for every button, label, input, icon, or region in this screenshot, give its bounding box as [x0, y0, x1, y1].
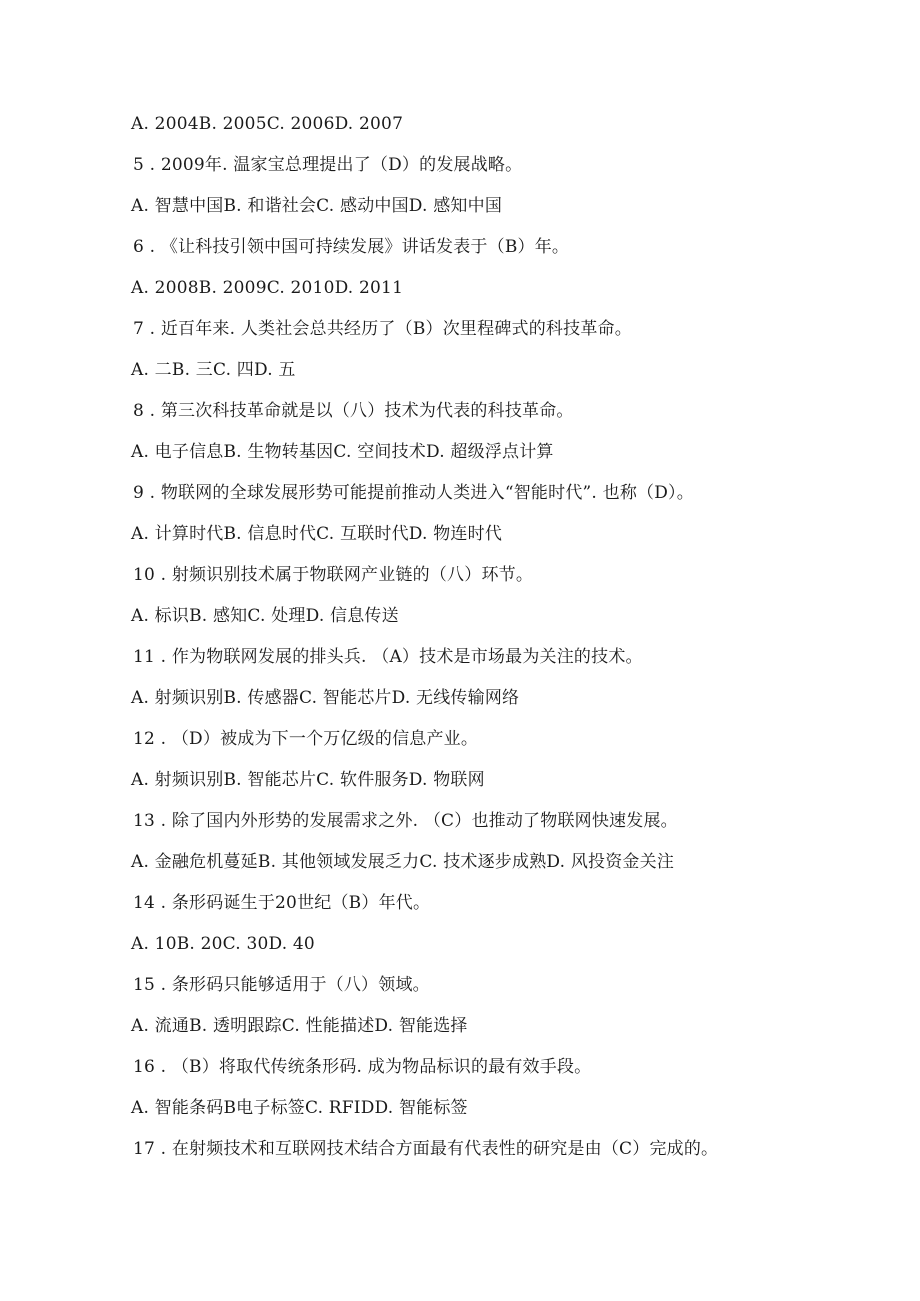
- question-line: 15 . 条形码只能够适用于（八）领域。: [133, 975, 430, 995]
- question-line: 5 . 2009年. 温家宝总理提出了（D）的发展战略。: [133, 155, 523, 175]
- question-line: 14 . 条形码诞生于20世纪（B）年代。: [133, 893, 431, 913]
- options-line: A. 2004B. 2005C. 2006D. 2007: [131, 114, 404, 134]
- question-line: 6 . 《让科技引领中国可持续发展》讲话发表于（B）年。: [133, 237, 570, 257]
- options-line: A. 10B. 20C. 30D. 40: [131, 934, 315, 954]
- options-line: A. 智慧中国B. 和谐社会C. 感动中国D. 感知中国: [131, 196, 503, 216]
- question-list: [131, 111, 831, 1177]
- question-line: 16 . （B）将取代传统条形码. 成为物品标识的最有效手段。: [133, 1057, 592, 1077]
- options-line: A. 标识B. 感知C. 处理D. 信息传送: [131, 606, 399, 626]
- options-line: A. 射频识别B. 智能芯片C. 软件服务D. 物联网: [131, 770, 485, 790]
- options-line: A. 金融危机蔓延B. 其他领域发展乏力C. 技术逐步成熟D. 风投资金关注: [131, 852, 675, 872]
- options-line: A. 2008B. 2009C. 2010D. 2011: [131, 278, 404, 298]
- options-line: A. 射频识别B. 传感器C. 智能芯片D. 无线传输网络: [131, 688, 520, 708]
- question-line: 7 . 近百年来. 人类社会总共经历了（B）次里程碑式的科技革命。: [133, 319, 632, 339]
- question-line: 9 . 物联网的全球发展形势可能提前推动人类进入“智能时代”. 也称（D）。: [133, 483, 694, 503]
- options-line: A. 计算时代B. 信息时代C. 互联时代D. 物连时代: [131, 524, 503, 544]
- options-line: A. 智能条码B电子标签C. RFIDD. 智能标签: [131, 1098, 468, 1118]
- options-line: A. 电子信息B. 生物转基因C. 空间技术D. 超级浮点计算: [131, 442, 554, 462]
- question-line: 12 . （D）被成为下一个万亿级的信息产业。: [133, 729, 479, 749]
- question-line: 13 . 除了国内外形势的发展需求之外. （C）也推动了物联网快速发展。: [133, 811, 678, 831]
- question-line: 10 . 射频识别技术属于物联网产业链的（八）环节。: [133, 565, 534, 585]
- options-line: A. 二B. 三C. 四D. 五: [131, 360, 296, 380]
- question-line: 11 . 作为物联网发展的排头兵. （A）技术是市场最为关注的技术。: [133, 647, 643, 667]
- options-line: A. 流通B. 透明跟踪C. 性能描述D. 智能选择: [131, 1016, 468, 1036]
- question-line: 17 . 在射频技术和互联网技术结合方面最有代表性的研究是由（C）完成的。: [133, 1139, 719, 1159]
- question-line: 8 . 第三次科技革命就是以（八）技术为代表的科技革命。: [133, 401, 574, 421]
